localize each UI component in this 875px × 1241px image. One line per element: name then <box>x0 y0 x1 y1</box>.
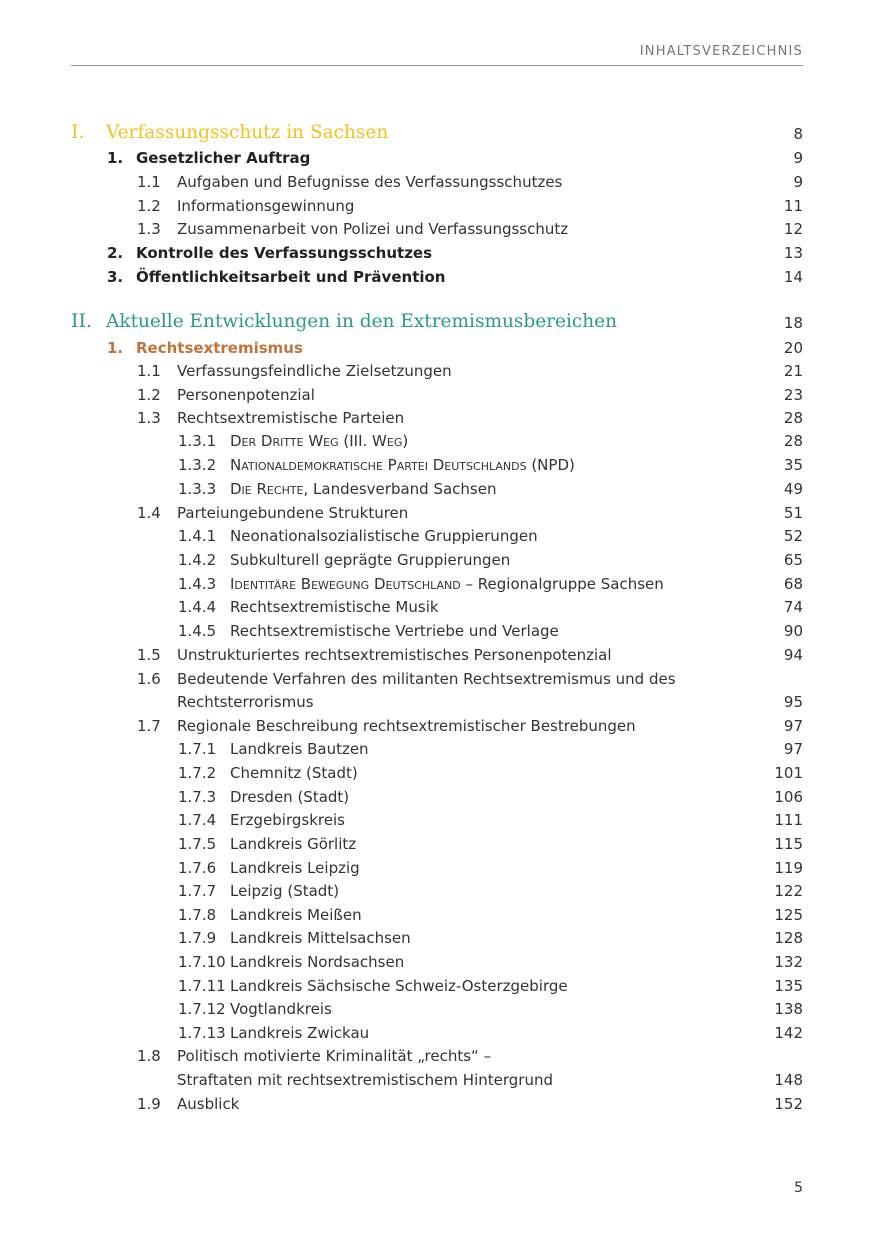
subsection-title: Landkreis Görlitz <box>230 835 357 853</box>
page-number: 106 <box>774 788 803 806</box>
part-number: II. <box>71 310 93 332</box>
toc-subsection[interactable] <box>0 928 875 952</box>
page-number: 119 <box>774 859 803 877</box>
toc-section-continuation[interactable] <box>0 692 875 716</box>
toc-subsection[interactable] <box>0 574 875 598</box>
running-header: INHALTSVERZEICHNIS <box>639 44 803 59</box>
section-number: 1.6 <box>137 670 161 688</box>
section-number: 1.2 <box>137 197 161 215</box>
toc-part-2[interactable] <box>0 312 875 336</box>
part-number: I. <box>71 121 85 143</box>
subsection-number: 1.7.1 <box>178 740 217 758</box>
page-number: 9 <box>793 173 803 191</box>
page-number: 13 <box>783 244 803 262</box>
toc-subsection[interactable] <box>0 526 875 550</box>
page-number: 23 <box>783 386 803 404</box>
subsection-title: Landkreis Leipzig <box>230 859 360 877</box>
toc-subsection[interactable] <box>0 976 875 1000</box>
chapter-title: Gesetzlicher Auftrag <box>136 149 311 167</box>
page-number: 74 <box>783 598 803 616</box>
page-number: 12 <box>783 220 803 238</box>
subsection-title: Rechtsextremistische Musik <box>230 598 439 616</box>
toc-chapter[interactable] <box>0 243 875 267</box>
toc-subsection[interactable] <box>0 431 875 455</box>
page-number: 21 <box>783 362 803 380</box>
section-number: 1.1 <box>137 362 161 380</box>
subsection-title-smallcaps: Identitäre Bewegung Deutschland <box>230 575 461 593</box>
section-title: Personenpotenzial <box>177 386 315 404</box>
subsection-title: Rechtsextremistische Vertriebe und Verlage <box>230 622 559 640</box>
section-title: Informationsgewinnung <box>177 197 355 215</box>
page-number: 49 <box>783 480 803 498</box>
section-title: Zusammenarbeit von Polizei und Verfassungsschutz <box>177 220 569 238</box>
toc-section[interactable] <box>0 172 875 196</box>
page-number: 52 <box>783 527 803 545</box>
page-number: 20 <box>783 339 803 357</box>
toc-subsection[interactable] <box>0 455 875 479</box>
page-number: 90 <box>783 622 803 640</box>
section-number: 1.3 <box>137 409 161 427</box>
page-number: 51 <box>783 504 803 522</box>
section-title: Ausblick <box>177 1095 240 1113</box>
section-number: 1.8 <box>137 1047 161 1065</box>
subsection-title-rest: (NPD) <box>526 456 575 474</box>
subsection-title <box>230 480 496 498</box>
page-number: 18 <box>783 314 803 332</box>
subsection-number: 1.4.2 <box>178 551 217 569</box>
section-title: Politisch motivierte Kriminalität „rechts“ – <box>177 1047 492 1065</box>
toc-section[interactable] <box>0 645 875 669</box>
header-rule <box>71 65 803 66</box>
page-number: 122 <box>774 882 803 900</box>
toc-subsection[interactable] <box>0 739 875 763</box>
subsection-number: 1.7.8 <box>178 906 217 924</box>
subsection-number: 1.7.10 <box>178 953 226 971</box>
subsection-title: Landkreis Mittelsachsen <box>230 929 411 947</box>
toc-chapter[interactable] <box>0 267 875 291</box>
subsection-number: 1.7.7 <box>178 882 217 900</box>
page-number: 9 <box>793 149 803 167</box>
part-title: Aktuelle Entwicklungen in den Extremismusbereichen <box>106 311 618 332</box>
page-number: 35 <box>783 456 803 474</box>
subsection-title: Neonationalsozialistische Gruppierungen <box>230 527 538 545</box>
section-number: 1.5 <box>137 646 161 664</box>
page-number: 128 <box>774 929 803 947</box>
page-number: 101 <box>774 764 803 782</box>
subsection-title: Leipzig (Stadt) <box>230 882 340 900</box>
toc-section-continuation[interactable] <box>0 1070 875 1094</box>
toc-subsection[interactable] <box>0 999 875 1023</box>
subsection-number: 1.7.5 <box>178 835 217 853</box>
toc-section[interactable] <box>0 361 875 385</box>
subsection-title: Erzgebirgskreis <box>230 811 345 829</box>
toc-section[interactable] <box>0 385 875 409</box>
page-number: 65 <box>783 551 803 569</box>
section-number: 1.9 <box>137 1095 161 1113</box>
subsection-title-smallcaps: Die Rechte <box>230 480 304 498</box>
toc-subsection[interactable] <box>0 905 875 929</box>
page-number: 28 <box>783 409 803 427</box>
toc-subsection[interactable] <box>0 479 875 503</box>
toc-section[interactable] <box>0 716 875 740</box>
page-number: 11 <box>783 197 803 215</box>
subsection-number: 1.7.12 <box>178 1000 226 1018</box>
section-title-line2: Straftaten mit rechtsextremistischem Hintergrund <box>177 1071 553 1089</box>
page-number: 28 <box>783 432 803 450</box>
section-number: 1.3 <box>137 220 161 238</box>
toc-chapter[interactable] <box>0 338 875 362</box>
subsection-number: 1.7.2 <box>178 764 217 782</box>
toc-subsection[interactable] <box>0 787 875 811</box>
toc-section[interactable] <box>0 219 875 243</box>
subsection-title: Dresden (Stadt) <box>230 788 350 806</box>
section-title: Rechtsextremistische Parteien <box>177 409 405 427</box>
toc-subsection[interactable] <box>0 834 875 858</box>
section-number: 1.7 <box>137 717 161 735</box>
subsection-number: 1.4.3 <box>178 575 217 593</box>
toc-section[interactable] <box>0 1094 875 1118</box>
chapter-title: Öffentlichkeitsarbeit und Prävention <box>136 268 446 286</box>
subsection-title-smallcaps: Nationaldemokratische Partei Deutschlands <box>230 456 527 474</box>
subsection-number: 1.7.9 <box>178 929 217 947</box>
chapter-number: 1. <box>107 149 124 167</box>
toc-subsection[interactable] <box>0 952 875 976</box>
section-title: Bedeutende Verfahren des militanten Rechtsextremismus und des <box>177 670 676 688</box>
chapter-number: 2. <box>107 244 124 262</box>
subsection-number: 1.4.5 <box>178 622 217 640</box>
subsection-title: Landkreis Bautzen <box>230 740 369 758</box>
subsection-number: 1.4.1 <box>178 527 217 545</box>
page-number: 142 <box>774 1024 803 1042</box>
chapter-title: Rechtsextremismus <box>136 339 303 357</box>
subsection-title: Vogtlandkreis <box>230 1000 332 1018</box>
section-title: Parteiungebundene Strukturen <box>177 504 409 522</box>
toc-subsection[interactable] <box>0 621 875 645</box>
page-number: 14 <box>783 268 803 286</box>
subsection-number: 1.3.3 <box>178 480 217 498</box>
subsection-number: 1.4.4 <box>178 598 217 616</box>
page-number: 125 <box>774 906 803 924</box>
subsection-title: Der Dritte Weg (III. Weg) <box>230 432 409 450</box>
toc-subsection[interactable] <box>0 763 875 787</box>
toc-subsection[interactable] <box>0 597 875 621</box>
chapter-number: 3. <box>107 268 124 286</box>
page-number: 148 <box>774 1071 803 1089</box>
chapter-title: Kontrolle des Verfassungsschutzes <box>136 244 433 262</box>
page-number: 97 <box>783 717 803 735</box>
section-title: Regionale Beschreibung rechtsextremistischer Bestrebungen <box>177 717 636 735</box>
page-number: 152 <box>774 1095 803 1113</box>
subsection-title-rest: , Landesverband Sachsen <box>303 480 497 498</box>
toc-subsection[interactable] <box>0 810 875 834</box>
toc-section[interactable] <box>0 196 875 220</box>
subsection-title-rest: – Regionalgruppe Sachsen <box>460 575 664 593</box>
page-number: 135 <box>774 977 803 995</box>
subsection-number: 1.3.2 <box>178 456 217 474</box>
page-number: 95 <box>783 693 803 711</box>
subsection-number: 1.7.4 <box>178 811 217 829</box>
section-number: 1.1 <box>137 173 161 191</box>
subsection-title: Chemnitz (Stadt) <box>230 764 358 782</box>
part-title: Verfassungsschutz in Sachsen <box>106 122 389 143</box>
subsection-title: Landkreis Nordsachsen <box>230 953 405 971</box>
subsection-title <box>230 575 664 593</box>
section-number: 1.4 <box>137 504 161 522</box>
toc-chapter[interactable] <box>0 148 875 172</box>
toc-subsection[interactable] <box>0 858 875 882</box>
section-title: Unstrukturiertes rechtsextremistisches Personenpotenzial <box>177 646 612 664</box>
page-number: 111 <box>774 811 803 829</box>
subsection-title: Landkreis Zwickau <box>230 1024 370 1042</box>
page-number: 138 <box>774 1000 803 1018</box>
section-title: Verfassungsfeindliche Zielsetzungen <box>177 362 452 380</box>
toc-subsection[interactable] <box>0 550 875 574</box>
page-number: 97 <box>783 740 803 758</box>
section-title: Aufgaben und Befugnisse des Verfassungsschutzes <box>177 173 563 191</box>
page-number: 8 <box>793 125 803 143</box>
subsection-number: 1.7.11 <box>178 977 226 995</box>
subsection-number: 1.3.1 <box>178 432 217 450</box>
section-title-line2: Rechtsterrorismus <box>177 693 314 711</box>
subsection-number: 1.7.3 <box>178 788 217 806</box>
subsection-number: 1.7.6 <box>178 859 217 877</box>
toc-section[interactable] <box>0 669 875 693</box>
page-number: 115 <box>774 835 803 853</box>
page-number: 132 <box>774 953 803 971</box>
toc-subsection[interactable] <box>0 1023 875 1047</box>
subsection-title <box>230 456 575 474</box>
footer-page-number: 5 <box>794 1180 803 1196</box>
toc-subsection[interactable] <box>0 881 875 905</box>
page-number: 94 <box>783 646 803 664</box>
subsection-number: 1.7.13 <box>178 1024 226 1042</box>
page-number: 68 <box>783 575 803 593</box>
toc-section[interactable] <box>0 503 875 527</box>
toc-section[interactable] <box>0 1046 875 1070</box>
section-number: 1.2 <box>137 386 161 404</box>
toc-section[interactable] <box>0 408 875 432</box>
subsection-title: Landkreis Sächsische Schweiz-Osterzgebirge <box>230 977 568 995</box>
subsection-title: Landkreis Meißen <box>230 906 362 924</box>
subsection-title: Subkulturell geprägte Gruppierungen <box>230 551 511 569</box>
toc-part-1[interactable] <box>0 123 875 147</box>
chapter-number: 1. <box>107 339 124 357</box>
